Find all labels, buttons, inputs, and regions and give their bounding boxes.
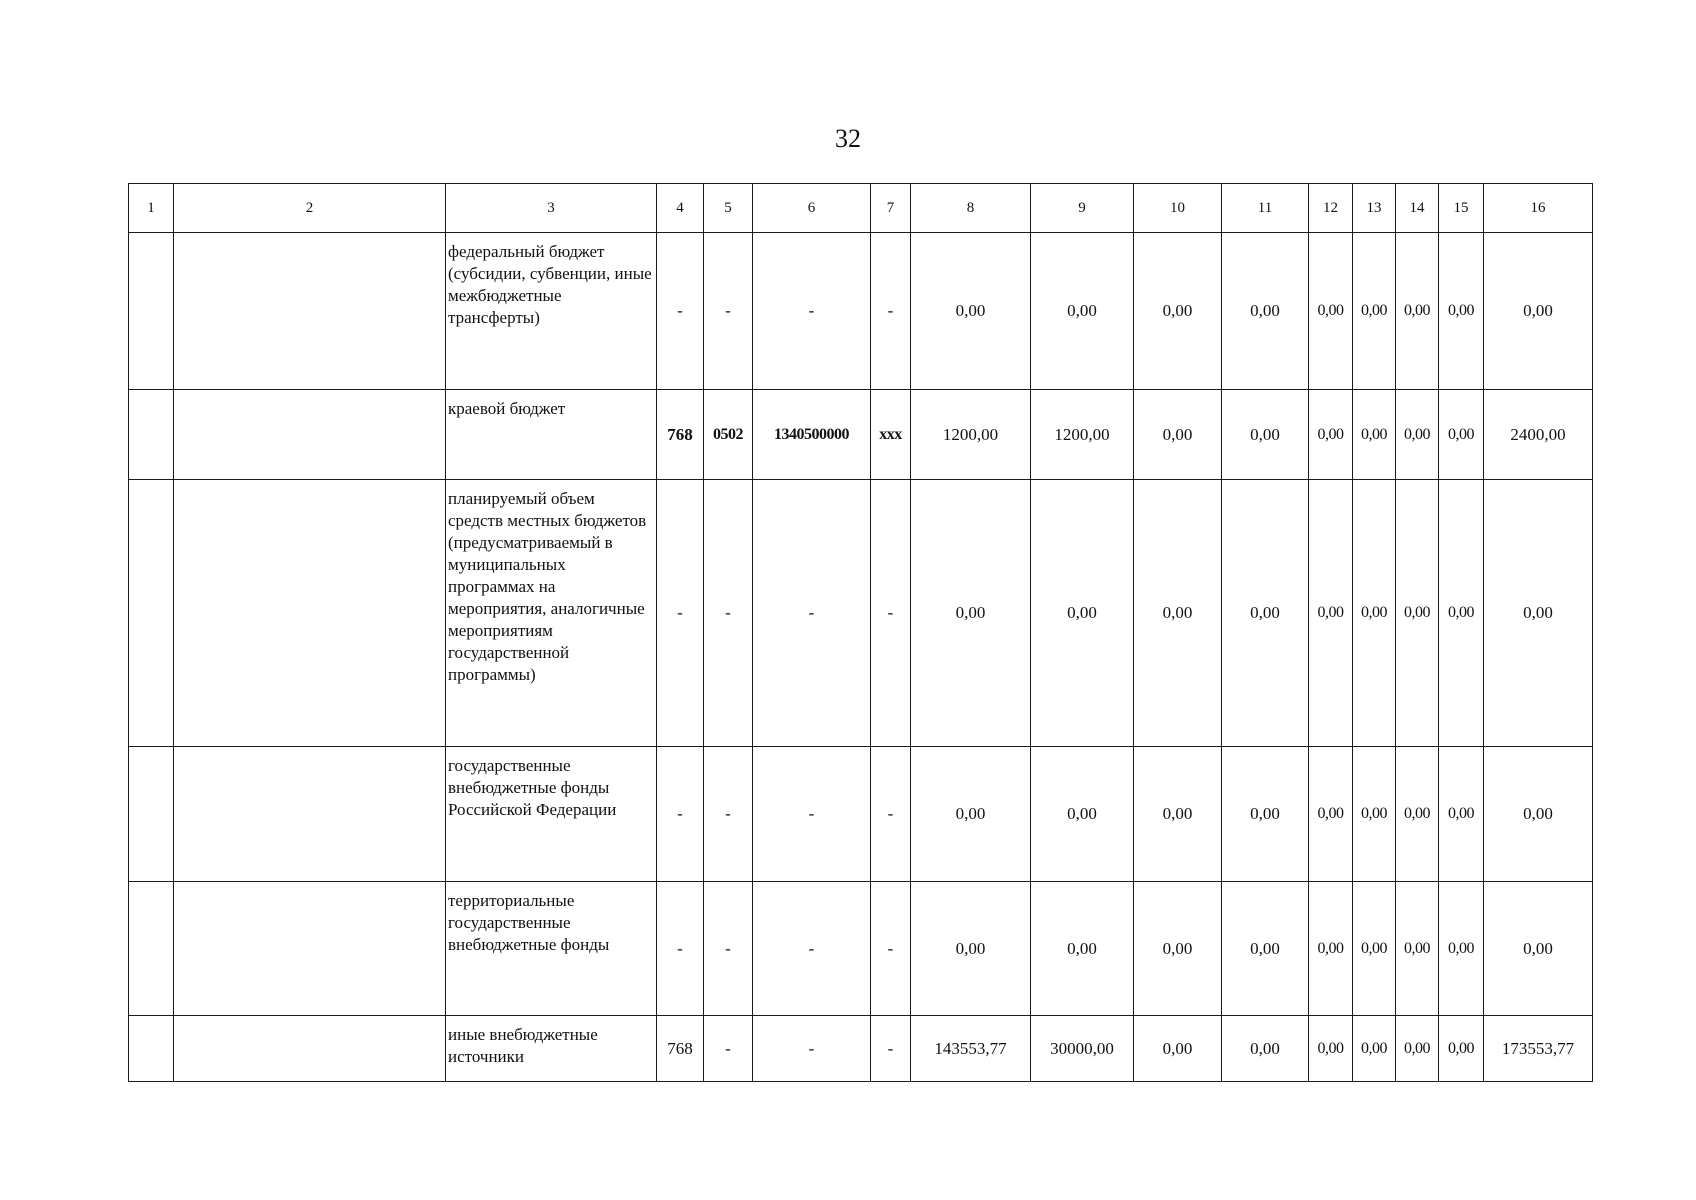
column-header: 7 xyxy=(871,184,911,233)
cell-col9: 30000,00 xyxy=(1031,1016,1134,1082)
cell-col10: 0,00 xyxy=(1134,1016,1222,1082)
cell-col13: 0,00 xyxy=(1353,390,1396,480)
column-header: 3 xyxy=(446,184,657,233)
cell-empty xyxy=(174,747,446,882)
table-row xyxy=(129,390,1593,480)
cell-col7: - xyxy=(871,233,911,390)
column-header: 10 xyxy=(1134,184,1222,233)
cell-col4: - xyxy=(657,882,704,1016)
cell-col6: - xyxy=(753,480,871,747)
cell-col5: - xyxy=(704,480,753,747)
cell-empty xyxy=(174,480,446,747)
column-header: 13 xyxy=(1353,184,1396,233)
funding-source-label: краевой бюджет xyxy=(446,390,657,480)
cell-col4: 768 xyxy=(657,1016,704,1082)
funding-source-label: федеральный бюджет (субсидии, субвенции, иные межбюджетные трансферты) xyxy=(446,233,657,390)
cell-col5: - xyxy=(704,233,753,390)
table-row xyxy=(129,480,1593,747)
cell-col8: 1200,00 xyxy=(911,390,1031,480)
cell-col12: 0,00 xyxy=(1309,480,1353,747)
cell-col16: 0,00 xyxy=(1484,882,1593,1016)
cell-col12: 0,00 xyxy=(1309,1016,1353,1082)
column-header: 1 xyxy=(129,184,174,233)
cell-col10: 0,00 xyxy=(1134,480,1222,747)
cell-col15: 0,00 xyxy=(1439,480,1484,747)
cell-col13: 0,00 xyxy=(1353,747,1396,882)
cell-col11: 0,00 xyxy=(1222,390,1309,480)
cell-col16: 2400,00 xyxy=(1484,390,1593,480)
cell-col14: 0,00 xyxy=(1396,1016,1439,1082)
cell-col15: 0,00 xyxy=(1439,390,1484,480)
cell-col11: 0,00 xyxy=(1222,882,1309,1016)
cell-col8: 0,00 xyxy=(911,480,1031,747)
cell-col15: 0,00 xyxy=(1439,882,1484,1016)
cell-col7: - xyxy=(871,747,911,882)
cell-col6: - xyxy=(753,233,871,390)
header-row xyxy=(129,184,1593,233)
cell-col16: 0,00 xyxy=(1484,747,1593,882)
cell-col5: - xyxy=(704,747,753,882)
cell-col9: 1200,00 xyxy=(1031,390,1134,480)
cell-col9: 0,00 xyxy=(1031,233,1134,390)
cell-col16: 173553,77 xyxy=(1484,1016,1593,1082)
column-header: 15 xyxy=(1439,184,1484,233)
funding-source-label: государственные внебюджетные фонды Российской Федерации xyxy=(446,747,657,882)
column-header: 4 xyxy=(657,184,704,233)
cell-col13: 0,00 xyxy=(1353,1016,1396,1082)
table-row xyxy=(129,1016,1593,1082)
cell-col12: 0,00 xyxy=(1309,747,1353,882)
cell-col4: 768 xyxy=(657,390,704,480)
column-header: 9 xyxy=(1031,184,1134,233)
cell-col7: - xyxy=(871,882,911,1016)
cell-empty xyxy=(129,747,174,882)
cell-col4: - xyxy=(657,233,704,390)
cell-col13: 0,00 xyxy=(1353,233,1396,390)
cell-col15: 0,00 xyxy=(1439,1016,1484,1082)
funding-source-label: планируемый объем средств местных бюджетов (предусматриваемый в муниципальных программах на мероприятия, аналогичные мероприятиям государственной программы) xyxy=(446,480,657,747)
cell-col9: 0,00 xyxy=(1031,882,1134,1016)
cell-col10: 0,00 xyxy=(1134,233,1222,390)
column-header: 11 xyxy=(1222,184,1309,233)
cell-col5: - xyxy=(704,1016,753,1082)
cell-col6: - xyxy=(753,1016,871,1082)
cell-col11: 0,00 xyxy=(1222,480,1309,747)
cell-col4: - xyxy=(657,480,704,747)
cell-col10: 0,00 xyxy=(1134,882,1222,1016)
cell-col14: 0,00 xyxy=(1396,747,1439,882)
cell-col9: 0,00 xyxy=(1031,747,1134,882)
cell-col14: 0,00 xyxy=(1396,390,1439,480)
cell-col4: - xyxy=(657,747,704,882)
cell-col16: 0,00 xyxy=(1484,233,1593,390)
budget-table xyxy=(128,183,1593,1082)
cell-empty xyxy=(129,233,174,390)
cell-col8: 0,00 xyxy=(911,882,1031,1016)
cell-col13: 0,00 xyxy=(1353,882,1396,1016)
table-row xyxy=(129,882,1593,1016)
cell-col7: - xyxy=(871,1016,911,1082)
cell-col6: - xyxy=(753,882,871,1016)
table-row xyxy=(129,233,1593,390)
cell-col11: 0,00 xyxy=(1222,233,1309,390)
cell-col12: 0,00 xyxy=(1309,233,1353,390)
cell-col7: ххх xyxy=(871,390,911,480)
cell-col12: 0,00 xyxy=(1309,390,1353,480)
cell-empty xyxy=(129,480,174,747)
cell-col14: 0,00 xyxy=(1396,480,1439,747)
cell-col6: - xyxy=(753,747,871,882)
table-row xyxy=(129,747,1593,882)
column-header: 12 xyxy=(1309,184,1353,233)
cell-col13: 0,00 xyxy=(1353,480,1396,747)
cell-empty xyxy=(129,1016,174,1082)
cell-col5: 0502 xyxy=(704,390,753,480)
cell-col14: 0,00 xyxy=(1396,233,1439,390)
column-header: 16 xyxy=(1484,184,1593,233)
cell-col11: 0,00 xyxy=(1222,1016,1309,1082)
cell-col16: 0,00 xyxy=(1484,480,1593,747)
column-header: 8 xyxy=(911,184,1031,233)
cell-empty xyxy=(174,882,446,1016)
cell-col8: 143553,77 xyxy=(911,1016,1031,1082)
cell-col9: 0,00 xyxy=(1031,480,1134,747)
cell-col15: 0,00 xyxy=(1439,747,1484,882)
cell-col7: - xyxy=(871,480,911,747)
cell-empty xyxy=(174,390,446,480)
cell-col8: 0,00 xyxy=(911,747,1031,882)
cell-col5: - xyxy=(704,882,753,1016)
cell-empty xyxy=(174,1016,446,1082)
cell-empty xyxy=(129,882,174,1016)
cell-col15: 0,00 xyxy=(1439,233,1484,390)
funding-source-label: территориальные государственные внебюджетные фонды xyxy=(446,882,657,1016)
column-header: 2 xyxy=(174,184,446,233)
page-number: 32 xyxy=(835,124,861,153)
cell-col12: 0,00 xyxy=(1309,882,1353,1016)
cell-empty xyxy=(129,390,174,480)
cell-col11: 0,00 xyxy=(1222,747,1309,882)
cell-empty xyxy=(174,233,446,390)
cell-col14: 0,00 xyxy=(1396,882,1439,1016)
funding-source-label: иные внебюджетные источники xyxy=(446,1016,657,1082)
column-header: 5 xyxy=(704,184,753,233)
cell-col10: 0,00 xyxy=(1134,390,1222,480)
cell-col10: 0,00 xyxy=(1134,747,1222,882)
cell-col6: 1340500000 xyxy=(753,390,871,480)
column-header: 6 xyxy=(753,184,871,233)
column-header: 14 xyxy=(1396,184,1439,233)
cell-col8: 0,00 xyxy=(911,233,1031,390)
